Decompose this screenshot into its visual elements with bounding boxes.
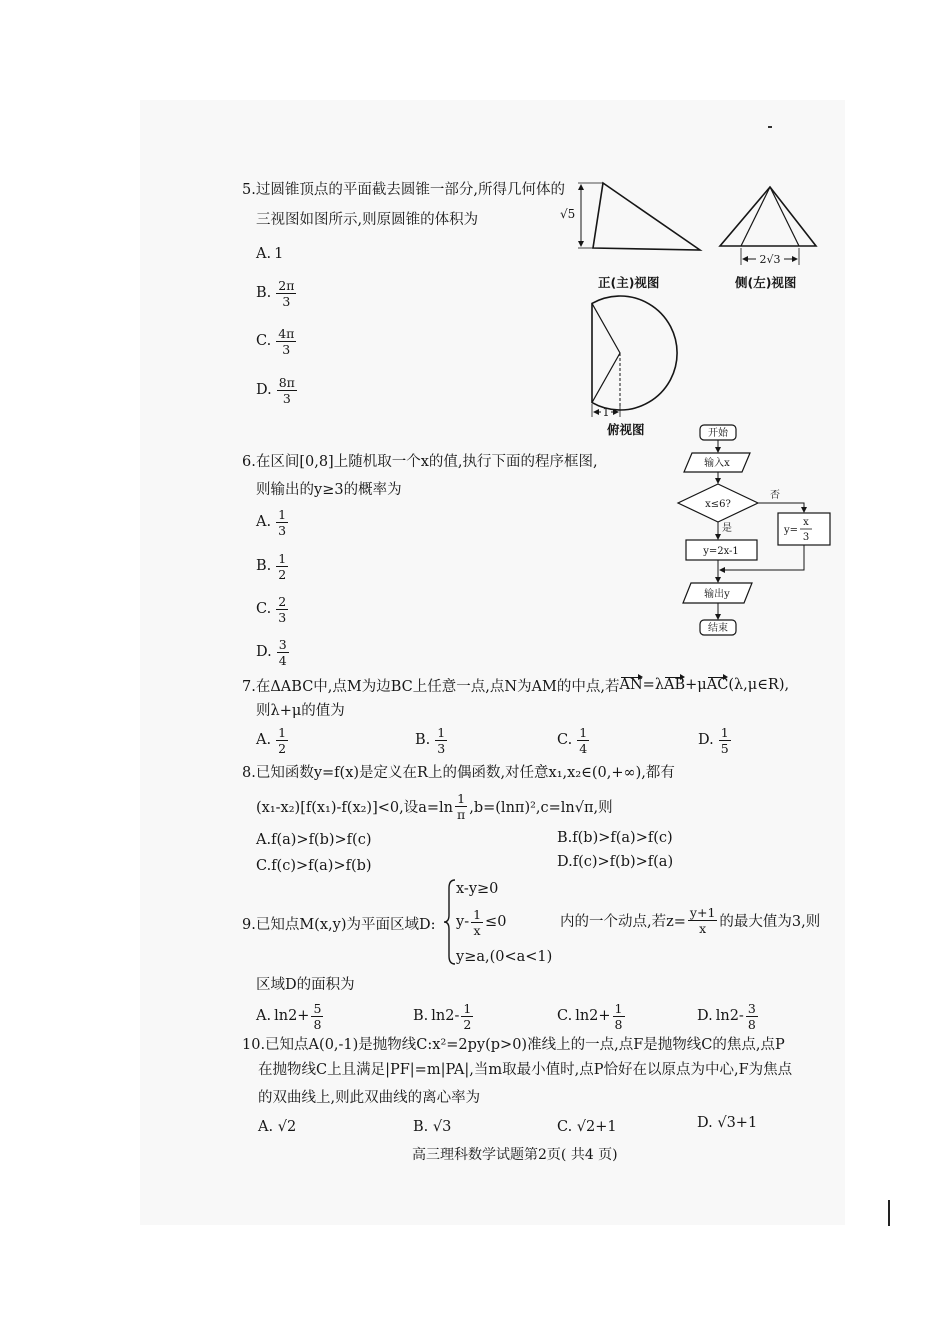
top-view-figure (584, 294, 684, 420)
option-label: D. (698, 732, 714, 748)
side-view-triangle (720, 187, 816, 246)
q5-stem-line-1: 5.过圆锥顶点的平面截去圆锥一部分,所得几何体的 (242, 182, 565, 198)
option-text: f(c)>f(a)>f(b) (271, 858, 372, 874)
option-label: B. (413, 1119, 429, 1135)
option-text: √3 (432, 1119, 452, 1135)
q9-stem-pre: 9.已知点M(x,y)为平面区域D: (242, 917, 436, 933)
denominator: 8 (614, 1016, 623, 1032)
option-label: C. (557, 1119, 573, 1135)
q8-stem-line-1: 8.已知函数y=f(x)是定义在R上的偶函数,对任意x₁,x₂∈(0,+∞),都有 (242, 765, 675, 781)
q7-option-c (557, 724, 591, 756)
q10-option-b (413, 1119, 451, 1135)
option-text: f(a)>f(b)>f(c) (271, 832, 372, 848)
q5-stem-line-2: 三视图如图所示,则原圆锥的体积为 (256, 212, 479, 228)
side-view-dimension-label: 2√3 (759, 253, 781, 266)
text-segment: 内的一个动点,若z= (560, 913, 686, 930)
option-label: B. (413, 1008, 429, 1024)
fraction (435, 726, 447, 755)
q10-option-c (557, 1119, 617, 1135)
flow-input-label: 输入x (704, 458, 730, 469)
text-segment: ln2- (715, 1008, 744, 1024)
flow-no-branch-numerator: x (803, 517, 809, 528)
q7-stem-line-1 (242, 669, 789, 701)
front-view-caption: 正(主)视图 (598, 275, 660, 290)
text-segment: ln2+ (575, 1008, 611, 1024)
text-segment: =λ (642, 677, 665, 693)
option-text: 1 (274, 246, 284, 262)
numerator: 1 (457, 790, 466, 806)
text-segment: (λ,μ∈R), (728, 677, 790, 693)
side-view-caption: 侧(左)视图 (735, 275, 797, 290)
q6-option-c (256, 593, 290, 625)
denominator: 2 (278, 566, 287, 582)
page-footer: 高三理科数学试题第2页( 共4 页) (412, 1147, 618, 1163)
text-segment: 的最大值为3,则 (719, 913, 821, 930)
denominator: 3 (278, 522, 287, 538)
numerator: 8π (278, 374, 295, 390)
vector-ac: AC (706, 677, 729, 693)
fraction (276, 552, 288, 581)
q5-option-c (256, 325, 298, 357)
numerator: 4π (278, 325, 295, 341)
flow-no-branch-lhs: y= (783, 525, 798, 536)
option-label: B. (415, 732, 431, 748)
q10-option-d (697, 1115, 757, 1131)
system-line-1: x-y≥0 (456, 881, 499, 897)
q6-stem-line-1: 6.在区间[0,8]上随机取一个x的值,执行下面的程序框图, (242, 454, 598, 470)
q5-option-b (256, 277, 298, 309)
system-line-3: y≥a,(0<a<1) (456, 949, 553, 965)
fraction (746, 1002, 758, 1031)
option-label: C. (256, 858, 272, 874)
q7-option-d (698, 724, 733, 756)
side-view-figure (714, 180, 824, 272)
q5-option-a (256, 238, 283, 270)
vector-ab: AB (664, 677, 686, 693)
option-label: C. (256, 601, 272, 617)
numerator: 2 (278, 593, 287, 609)
flow-start-label: 开始 (708, 428, 728, 439)
numerator: y+1 (689, 904, 716, 920)
option-label: A. (256, 246, 272, 262)
program-flowchart (670, 420, 840, 642)
denominator: 2 (463, 1016, 472, 1032)
flow-condition-label: x≤6? (705, 499, 731, 510)
option-label: B. (256, 558, 272, 574)
flow-no-label: 否 (770, 490, 780, 501)
flow-arrow (758, 503, 804, 512)
denominator: 3 (282, 293, 291, 309)
fraction (276, 595, 288, 624)
fraction (311, 1002, 323, 1031)
fraction (277, 638, 289, 667)
option-label: D. (697, 1008, 713, 1024)
option-label: D. (697, 1115, 713, 1131)
q10-stem-line-1: 10.已知点A(0,-1)是抛物线C:x²=2py(p>0)准线上的一点,点F是抛物线C的焦点,点P (242, 1037, 785, 1053)
option-label: A. (256, 1008, 272, 1024)
flow-no-branch-denominator: 3 (802, 532, 810, 543)
fraction (577, 726, 589, 755)
option-label: C. (557, 1008, 573, 1024)
text-segment: ln2- (431, 1008, 460, 1024)
q7-option-a (256, 724, 290, 756)
denominator: 3 (282, 390, 291, 406)
option-label: A. (256, 732, 272, 748)
option-label: A. (256, 832, 272, 848)
fraction (276, 279, 296, 308)
q8-option-c (256, 858, 372, 874)
fraction (719, 726, 731, 755)
numerator: 3 (747, 1000, 756, 1016)
fraction (276, 726, 288, 755)
option-label: D. (256, 382, 272, 398)
option-text: √3+1 (717, 1115, 758, 1131)
option-text: f(c)>f(b)>f(a) (572, 854, 674, 870)
fraction (471, 908, 483, 937)
q9-option-a (256, 1000, 325, 1032)
denominator: x (699, 920, 707, 936)
denominator: 5 (720, 740, 729, 756)
option-label: C. (256, 333, 272, 349)
denominator: 3 (437, 740, 446, 756)
text-segment: ln2+ (274, 1008, 310, 1024)
denominator: 8 (313, 1016, 322, 1032)
q7-stem-line-2: 则λ+μ的值为 (256, 703, 345, 719)
denominator: 2 (278, 740, 287, 756)
numerator: 5 (313, 1000, 322, 1016)
denominator: 4 (278, 652, 287, 668)
text-segment: (x₁-x₂)[f(x₁)-f(x₂)]<0,设a=ln (256, 799, 454, 816)
denominator: 8 (747, 1016, 756, 1032)
q9-option-b (413, 1000, 475, 1032)
option-label: A. (256, 514, 272, 530)
q6-stem-line-2: 则输出的y≥3的概率为 (256, 482, 402, 498)
q8-option-a (256, 832, 371, 848)
scan-dot-mark (768, 126, 772, 128)
flow-end-label: 结束 (708, 623, 728, 634)
q8-option-d (557, 854, 673, 870)
q9-option-c (557, 1000, 627, 1032)
numerator: 1 (278, 550, 287, 566)
fraction (455, 792, 467, 821)
q9-option-d (697, 1000, 760, 1032)
numerator: 3 (278, 636, 287, 652)
option-label: A. (258, 1119, 274, 1135)
side-view-edge (770, 187, 799, 246)
denominator: π (457, 806, 466, 822)
option-text: √2+1 (576, 1119, 617, 1135)
denominator: x (473, 922, 481, 938)
top-view-caption: 俯视图 (607, 422, 645, 437)
option-text: f(b)>f(a)>f(c) (572, 830, 673, 846)
denominator: 3 (278, 609, 287, 625)
option-label: B. (557, 830, 573, 846)
numerator: 2π (278, 277, 295, 293)
q9-stem-line-2: 区域D的面积为 (256, 977, 355, 993)
q6-option-a (256, 506, 290, 538)
q10-stem-line-2: 在抛物线C上且满足|PF|=m|PA|,当m取最小值时,点P恰好在以原点为中心,F为焦点 (258, 1062, 793, 1078)
numerator: 1 (463, 1000, 472, 1016)
option-text: √2 (277, 1119, 297, 1135)
q8-stem-line-2 (256, 790, 613, 822)
top-view-dimension-label: 1 (602, 406, 610, 419)
option-label: B. (256, 285, 272, 301)
numerator: 1 (614, 1000, 623, 1016)
front-view-dimension-label: √5 (560, 207, 576, 221)
denominator: 3 (282, 341, 291, 357)
fraction (277, 376, 297, 405)
vector-an: AN (619, 677, 643, 693)
flow-yes-label: 是 (722, 523, 732, 534)
text-segment: ,b=(lnπ)²,c=ln√π,则 (469, 799, 613, 816)
front-view-figure (552, 176, 707, 258)
q9-stem-mid (560, 904, 820, 936)
denominator: 4 (579, 740, 588, 756)
text-segment: y- (456, 914, 470, 930)
numerator: 1 (278, 506, 287, 522)
option-label: C. (557, 732, 573, 748)
flow-yes-branch-label: y=2x-1 (703, 546, 739, 557)
q6-option-b (256, 550, 290, 582)
fraction (276, 508, 288, 537)
fraction (613, 1002, 625, 1031)
q6-option-d (256, 636, 291, 668)
fraction (461, 1002, 473, 1031)
front-view-triangle (593, 183, 700, 250)
numerator: 1 (278, 724, 287, 740)
fraction (276, 327, 296, 356)
numerator: 1 (437, 724, 446, 740)
q7-option-b (415, 724, 449, 756)
fraction (688, 906, 718, 935)
text-segment: ≤0 (485, 914, 507, 930)
q10-option-a (258, 1119, 296, 1135)
option-label: D. (256, 644, 272, 660)
top-view-outline (592, 296, 677, 410)
q10-stem-line-3: 的双曲线上,则此双曲线的离心率为 (258, 1090, 481, 1106)
system-line-2 (456, 906, 506, 938)
q8-option-b (557, 830, 673, 846)
numerator: 1 (473, 906, 482, 922)
system-brace (443, 878, 457, 966)
q5-option-d (256, 374, 299, 406)
text-segment: 7.在ΔABC中,点M为边BC上任意一点,点N为AM的中点,若 (242, 678, 620, 695)
option-label: D. (557, 854, 573, 870)
scan-edge-mark (888, 1200, 890, 1226)
flow-output-label: 输出y (704, 589, 730, 600)
numerator: 1 (579, 724, 588, 740)
numerator: 1 (720, 724, 729, 740)
top-view-inner-edges (592, 303, 620, 402)
text-segment: +μ (685, 677, 707, 693)
